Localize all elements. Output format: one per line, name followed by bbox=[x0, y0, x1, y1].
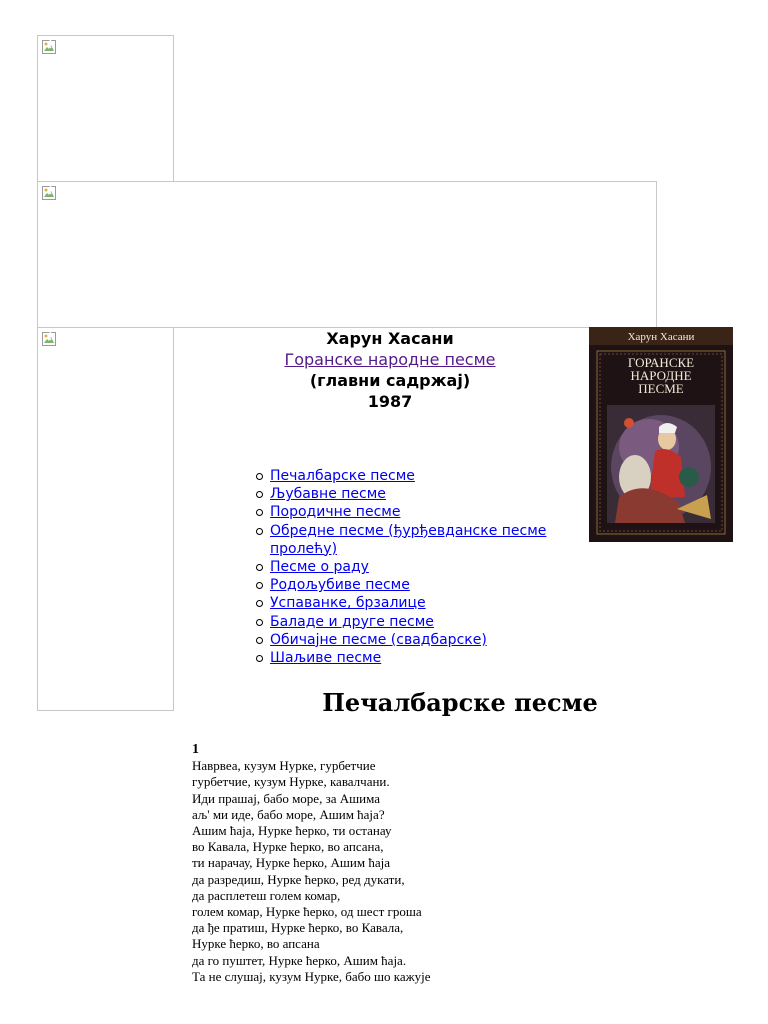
book-title-link[interactable]: Горанске народне песме bbox=[284, 350, 496, 369]
song-line: гурбетчие, кузум Нурке, кавалчани. bbox=[192, 774, 390, 790]
broken-image-sidebar bbox=[37, 327, 174, 711]
toc-item bbox=[270, 594, 590, 612]
toc-link-obredne[interactable]: Обредне песме (ђурђевданске песме пролећу) bbox=[270, 522, 547, 557]
song-line: да го пуштет, Нурке ћерко, Ашим ћаја. bbox=[192, 952, 407, 968]
toc-item bbox=[270, 631, 590, 649]
song-line: да расплетеш голем комар, bbox=[192, 887, 341, 903]
toc-link-pechalbarske[interactable]: Печалбарске песме bbox=[270, 468, 415, 484]
toc-item bbox=[270, 503, 590, 521]
toc-item bbox=[270, 576, 590, 594]
song-line: ти нарачау, Нурке ћерко, Ашим ћаја bbox=[192, 855, 391, 871]
toc-link-ljubavne[interactable]: Љубавне песме bbox=[270, 486, 386, 503]
song-line: аљ' ми иде, бабо море, Ашим ћаја? bbox=[192, 806, 385, 822]
broken-image-top bbox=[37, 35, 174, 182]
book-subtitle: (главни садржај) bbox=[309, 371, 471, 390]
song-number: 1 bbox=[192, 742, 199, 757]
publication-year: 1987 bbox=[367, 392, 413, 411]
toc-link-shaljive[interactable]: Шаљиве песме bbox=[270, 650, 382, 667]
song-text bbox=[192, 742, 612, 985]
toc-link-obichajne[interactable]: Обичајне песме (свадбарске) bbox=[270, 631, 487, 648]
cover-title-line2: НАРОДНЕ bbox=[630, 368, 692, 383]
author-name: Харун Хасани bbox=[326, 329, 454, 348]
toc-item bbox=[270, 522, 590, 558]
song-line: Иди прашај, бабо море, за Ашима bbox=[192, 790, 380, 806]
song-line: Нурке ћерко, во апсана bbox=[192, 936, 320, 952]
song-line: Та не слушај, кузум Нурке, бабо шо кажује bbox=[192, 968, 431, 984]
broken-image-icon bbox=[41, 185, 57, 201]
song-line: Ашим ћаја, Нурке ћерко, ти останау bbox=[192, 823, 392, 839]
cover-painting bbox=[607, 405, 715, 523]
table-of-contents bbox=[270, 467, 590, 667]
cover-author: Харун Хасани bbox=[627, 331, 695, 343]
toc-item bbox=[270, 558, 590, 576]
toc-item bbox=[270, 649, 590, 667]
song-line: во Кавала, Нурке ћерко, во апсана, bbox=[192, 839, 384, 855]
toc-item bbox=[270, 467, 590, 485]
toc-item bbox=[270, 613, 590, 631]
book-header bbox=[240, 328, 540, 412]
broken-image-banner bbox=[37, 181, 657, 328]
toc-item bbox=[270, 485, 590, 503]
song-line: голем комар, Нурке ћерко, од шест гроша bbox=[192, 904, 422, 920]
cover-title-line1: ГОРАНСКЕ bbox=[627, 355, 695, 370]
section-title: Печалбарске песме bbox=[322, 688, 598, 717]
broken-image-icon bbox=[41, 331, 57, 347]
cover-title-line3: ПЕСМЕ bbox=[638, 381, 684, 396]
song-line: да разредиш, Нурке ћерко, ред дукати, bbox=[192, 871, 405, 887]
toc-link-rodoljubive[interactable]: Родољубиве песме bbox=[270, 577, 410, 594]
broken-image-icon bbox=[41, 39, 57, 55]
toc-link-balade[interactable]: Баладе и друге песме bbox=[270, 613, 434, 630]
song-line: да ђе пратиш, Нурке ћерко, во Кавала, bbox=[192, 920, 404, 936]
song-line: Наврвеа, кузум Нурке, гурбетчие bbox=[192, 758, 376, 774]
toc-link-porodichne[interactable]: Породичне песме bbox=[270, 504, 401, 521]
toc-link-o-radu[interactable]: Песме о раду bbox=[270, 559, 369, 576]
book-cover-image bbox=[589, 327, 733, 542]
toc-link-uspavanke[interactable]: Успаванке, брзалице bbox=[270, 595, 426, 612]
